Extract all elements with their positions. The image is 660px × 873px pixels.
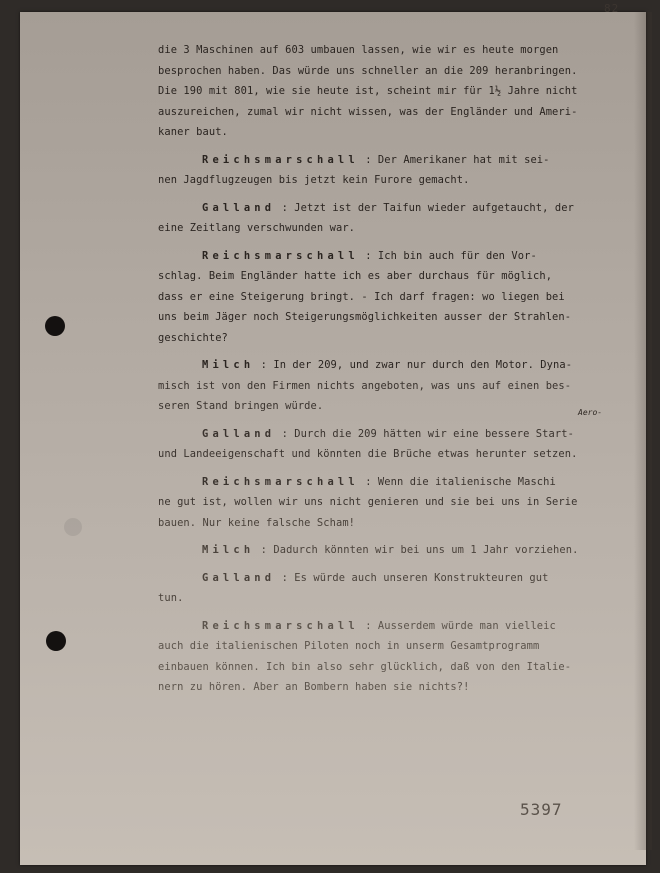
paragraph-gap bbox=[158, 143, 628, 150]
text-line bbox=[158, 287, 628, 308]
speaker-line bbox=[158, 540, 628, 561]
line-text: : Ich bin auch für den Vor- bbox=[365, 249, 537, 262]
line-text: auch die italienischen Piloten noch in unserm Gesamtprogramm bbox=[158, 640, 540, 652]
line-text: : Der Amerikaner hat mit sei- bbox=[365, 153, 550, 166]
speaker-name: Reichsmarschall bbox=[202, 619, 359, 632]
line-text: besprochen haben. Das würde uns schneller an die 209 heranbringen. bbox=[158, 64, 578, 77]
text-line bbox=[158, 376, 628, 397]
line-text: Die 190 mit 801, wie sie heute ist, scheint mir für 1½ Jahre nicht bbox=[158, 85, 578, 97]
speaker-line bbox=[158, 246, 628, 267]
line-text: und Landeeigenschaft und könnten die Brüche etwas herunter setzen. bbox=[158, 448, 578, 460]
text-line bbox=[158, 657, 628, 678]
speaker-name: Reichsmarschall bbox=[202, 153, 359, 166]
text-line bbox=[158, 444, 628, 465]
paragraph-gap bbox=[158, 191, 628, 198]
paragraph-gap bbox=[158, 533, 628, 540]
line-text: ne gut ist, wollen wir uns nicht genieren und sie bei uns in Serie bbox=[158, 496, 578, 508]
archive-stamp-number: 5397 bbox=[520, 800, 563, 819]
line-text: eine Zeitlang verschwunden war. bbox=[158, 222, 356, 234]
line-text: : Dadurch könnten wir bei uns um 1 Jahr vorziehen. bbox=[260, 544, 579, 556]
text-line bbox=[158, 218, 628, 239]
text-line bbox=[158, 328, 628, 349]
punch-hole-upper bbox=[45, 316, 65, 336]
text-line bbox=[158, 266, 628, 287]
line-text: geschichte? bbox=[158, 331, 228, 344]
paragraph-gap bbox=[158, 561, 628, 568]
paragraph-gap bbox=[158, 417, 628, 424]
line-text: bauen. Nur keine falsche Scham! bbox=[158, 516, 356, 529]
speaker-line bbox=[158, 355, 628, 376]
line-text: die 3 Maschinen auf 603 umbauen lassen, wie wir es heute morgen bbox=[158, 44, 559, 56]
line-text: nen Jagdflugzeugen bis jetzt kein Furore gemacht. bbox=[158, 174, 470, 186]
text-line bbox=[158, 513, 628, 534]
text-line bbox=[158, 170, 628, 191]
line-text: : Es würde auch unseren Konstrukteuren gut bbox=[281, 571, 549, 584]
speaker-line bbox=[158, 424, 628, 445]
paragraph-gap bbox=[158, 609, 628, 616]
text-line bbox=[158, 492, 628, 513]
text-line bbox=[158, 396, 628, 417]
line-text: : Ausserdem würde man vielleic bbox=[365, 619, 556, 632]
speaker-line bbox=[158, 150, 628, 171]
margin-annotation: Aero- bbox=[578, 408, 603, 417]
line-text: uns beim Jäger noch Steigerungsmöglichkeiten ausser der Strahlen- bbox=[158, 311, 572, 323]
text-line bbox=[158, 588, 628, 609]
speaker-name: Milch bbox=[202, 359, 255, 371]
line-text: tun. bbox=[158, 592, 184, 604]
text-line bbox=[158, 122, 628, 143]
punch-hole-faint bbox=[64, 518, 82, 536]
line-text: nern zu hören. Aber an Bombern haben sie nichts?! bbox=[158, 681, 470, 693]
speaker-name: Galland bbox=[202, 427, 276, 440]
text-line bbox=[158, 677, 628, 698]
line-text: dass er eine Steigerung bringt. - Ich darf fragen: wo liegen bei bbox=[158, 290, 565, 303]
text-line bbox=[158, 636, 628, 657]
speaker-line bbox=[158, 568, 628, 589]
speaker-line bbox=[158, 616, 628, 637]
text-line bbox=[158, 81, 628, 102]
paper-shadow-edge bbox=[634, 12, 652, 850]
speaker-line bbox=[158, 472, 628, 493]
line-text: schlag. Beim Engländer hatte ich es aber durchaus für möglich, bbox=[158, 270, 553, 282]
line-text: misch ist von den Firmen nichts angeboten, was uns auf einen bes- bbox=[158, 379, 572, 392]
line-text: kaner baut. bbox=[158, 126, 228, 138]
speaker-line bbox=[158, 198, 628, 219]
transcript-text bbox=[158, 40, 628, 698]
line-text: auszureichen, zumal wir nicht wissen, was der Engländer und Ameri- bbox=[158, 105, 578, 118]
speaker-name: Galland bbox=[202, 201, 276, 214]
line-text: : In der 209, und zwar nur durch den Motor. Dyna- bbox=[260, 359, 573, 371]
speaker-name: Reichsmarschall bbox=[202, 475, 359, 488]
paragraph-gap bbox=[158, 465, 628, 472]
line-text: : Durch die 209 hätten wir eine bessere Start- bbox=[281, 427, 574, 440]
line-text: seren Stand bringen würde. bbox=[158, 400, 324, 412]
page-number: 82 bbox=[604, 2, 620, 15]
text-line bbox=[158, 307, 628, 328]
line-text: einbauen können. Ich bin also sehr glücklich, daß von den Italie- bbox=[158, 660, 572, 673]
speaker-name: Reichsmarschall bbox=[202, 249, 359, 262]
text-line bbox=[158, 61, 628, 82]
line-text: : Wenn die italienische Maschi bbox=[365, 475, 556, 488]
line-text: : Jetzt ist der Taifun wieder aufgetaucht, der bbox=[281, 201, 574, 214]
punch-hole-lower bbox=[46, 631, 66, 651]
speaker-name: Milch bbox=[202, 544, 255, 556]
paragraph-gap bbox=[158, 348, 628, 355]
text-line bbox=[158, 102, 628, 123]
paragraph-gap bbox=[158, 239, 628, 246]
text-line bbox=[158, 40, 628, 61]
speaker-name: Galland bbox=[202, 571, 276, 584]
